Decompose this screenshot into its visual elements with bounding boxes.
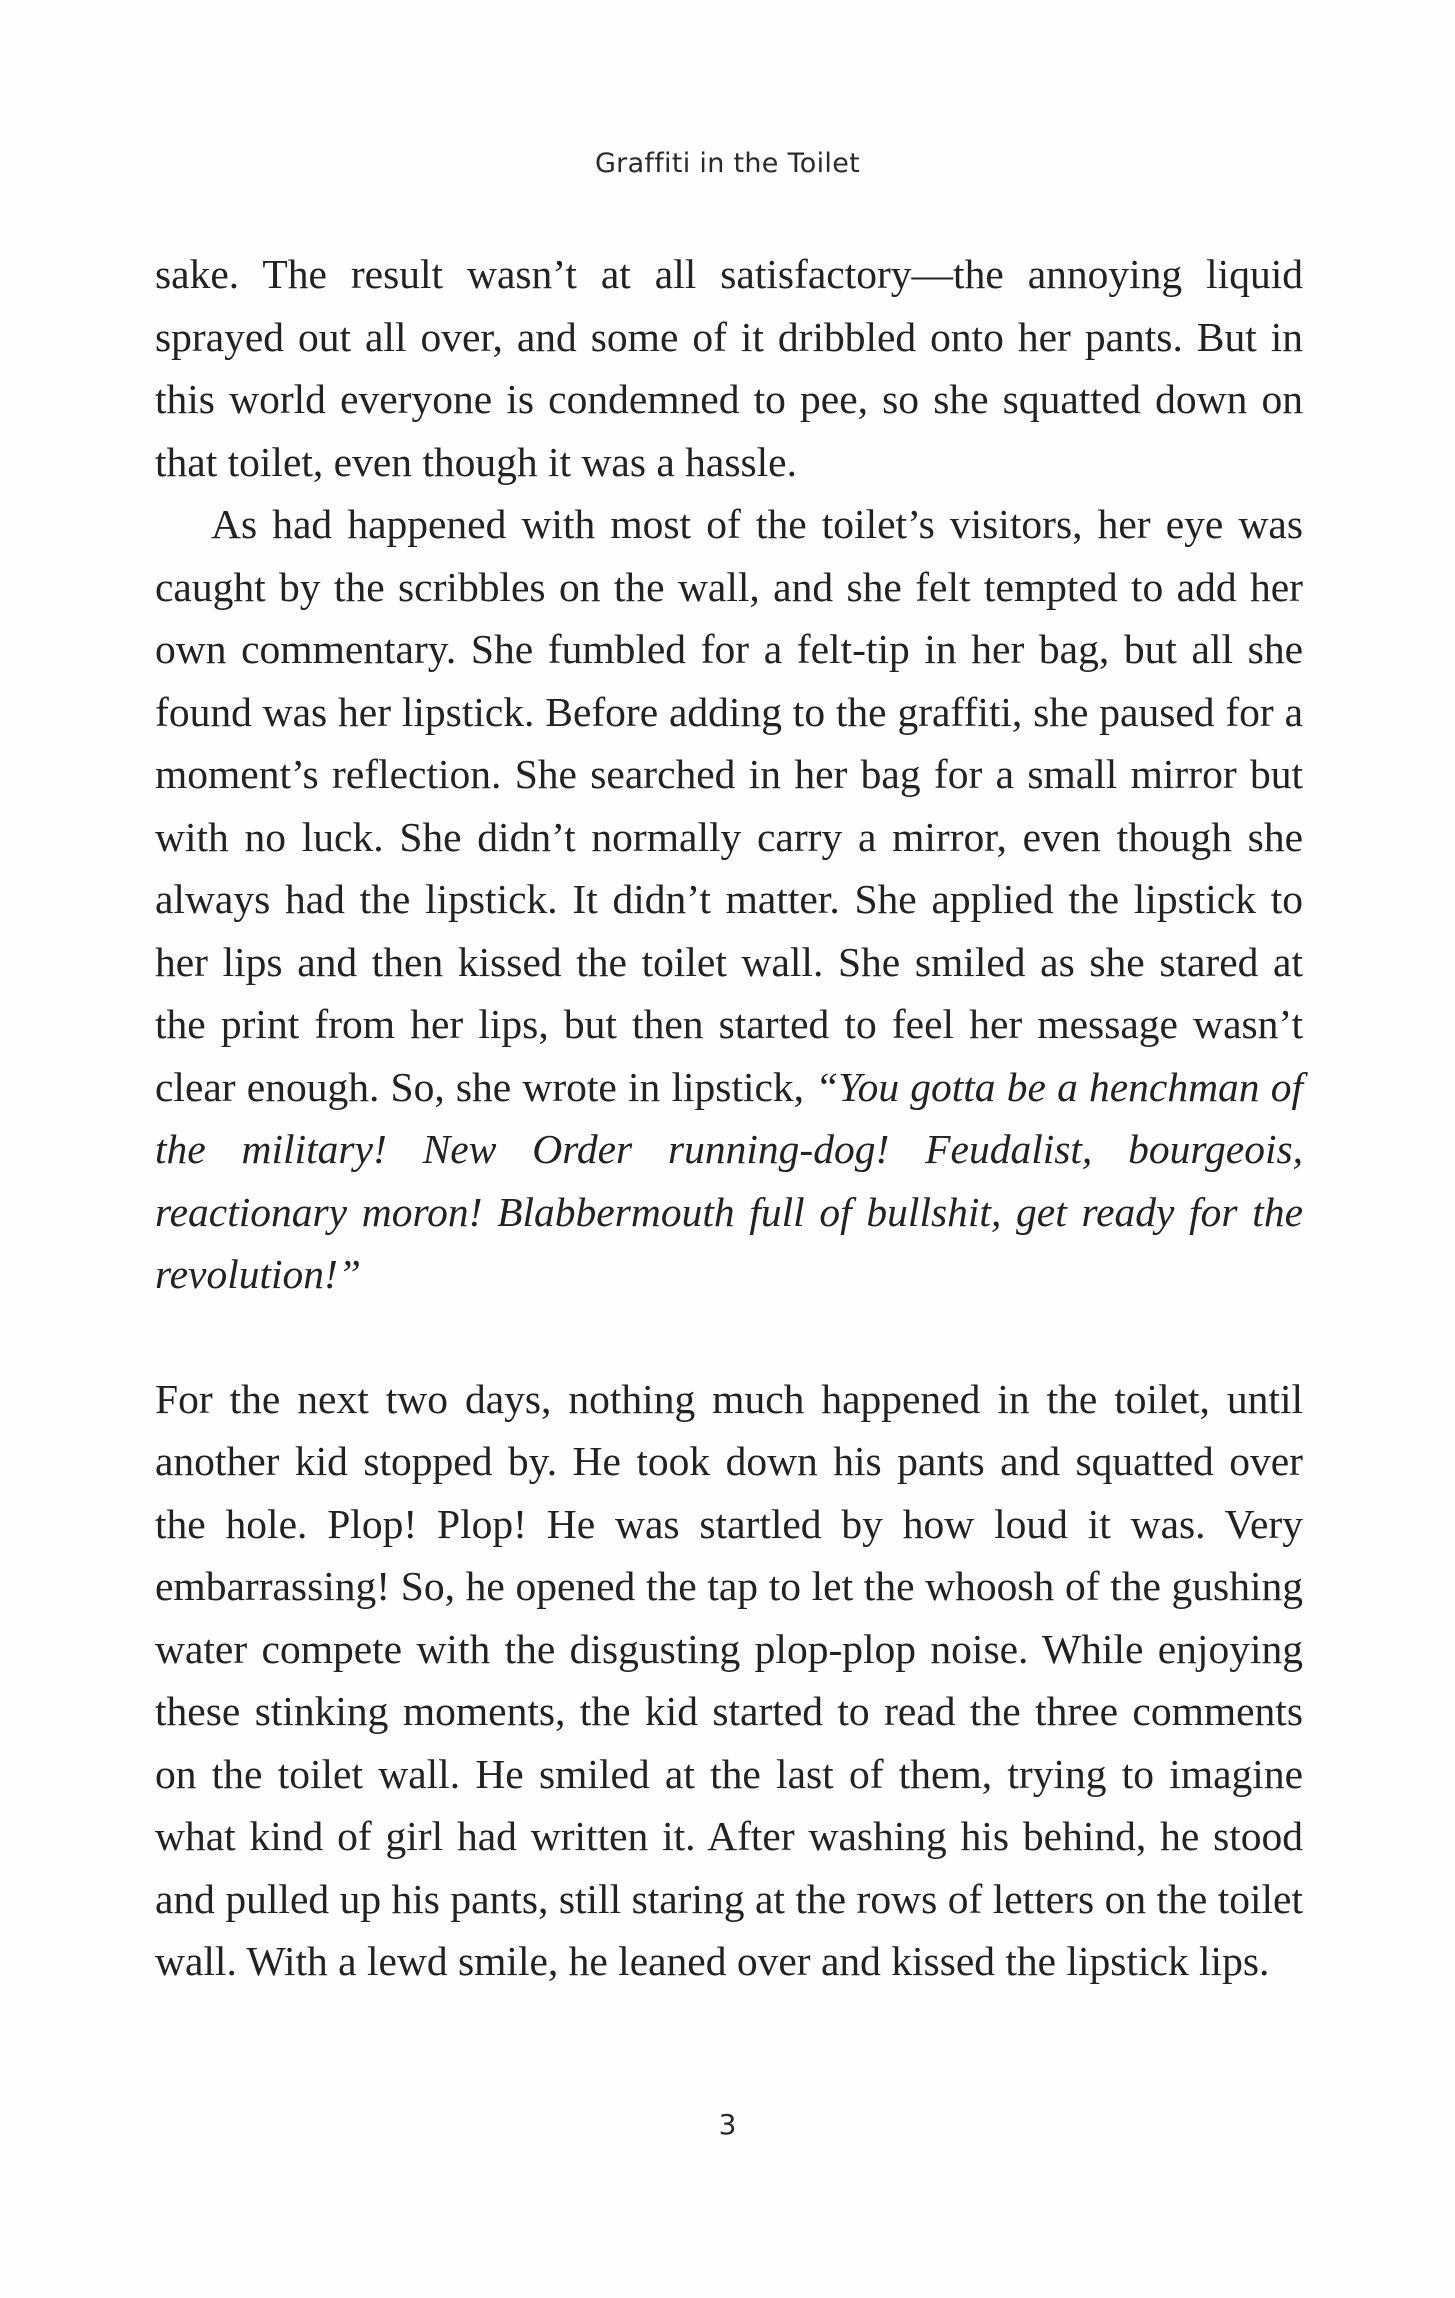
paragraph-2-text: As had happened with most of the toilet’s visitors, her eye was caught by the scribbles on the wall, and she felt tempted to add her own commentary. She fumbled for a felt-tip in her bag, but all she found was her lipstick. Before adding to the graffiti, she paused for a moment’s reflection. She searched in her bag for a small mirror but with no luck. She didn’t normally carry a mirror, even though she always had the lipstick. It didn’t matter. She applied the lipstick to her lips and then kissed the toilet wall. She smiled as she stared at the print from her lips, but then started to feel her message wasn’t clear enough. So, she wrote in lipstick, <box>155 501 1303 1110</box>
paragraph-2 <box>155 493 1303 1306</box>
body-text <box>155 243 1303 1993</box>
lipstick-graffiti-quote: “You gotta be a henchman of the military! New Order running-dog! Feudalist, bourgeois, reactionary moron! Blabbermouth full of bullshit, get ready for the revolution!” <box>155 1063 1303 1297</box>
paragraph-1: sake. The result wasn’t at all satisfactory—the annoying liquid sprayed out all over, and some of it dribbled onto her pants. But in this world everyone is condemned to pee, so she squatted down on that toilet, even though it was a hassle. <box>155 251 1303 485</box>
running-head: Graffiti in the Toilet <box>594 148 861 179</box>
page-number: 3 <box>718 2108 737 2141</box>
paragraph-3: For the next two days, nothing much happened in the toilet, until another kid stopped by. He took down his pants and squatted over the hole. Plop! Plop! He was startled by how loud it was. Very embarrassing! So, he opened the tap to let the whoosh of the gushing water compete with the disgusting plop-plop noise. While enjoying these stinking moments, the kid started to read the three comments on the toilet wall. He smiled at the last of them, trying to imagine what kind of girl had written it. After washing his behind, he stood and pulled up his pants, still staring at the rows of letters on the toilet wall. With a lewd smile, he leaned over and kissed the lipstick lips. <box>155 1375 1303 1984</box>
